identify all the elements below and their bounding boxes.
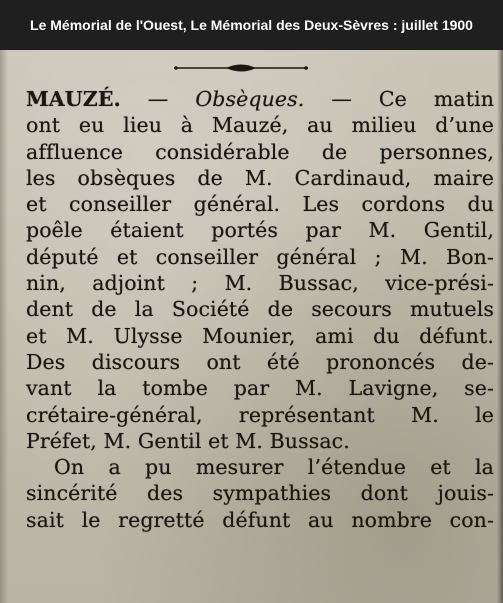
ornamental-separator <box>172 62 310 74</box>
scan-edge-right <box>497 50 503 603</box>
text-line: poêle étaient portés par M. Gentil, <box>26 218 494 243</box>
text-line: dent de la Société de secours mutuels <box>26 297 494 322</box>
article-text <box>26 86 494 533</box>
em-dash: — <box>331 87 352 111</box>
text-line: sait le regretté défunt au nombre con- <box>26 507 494 532</box>
article-first-line <box>26 86 494 112</box>
text-line: député et conseiller général ; M. Bon- <box>26 244 494 269</box>
text-line: ont eu lieu à Mauzé, au milieu d’une <box>26 113 494 138</box>
scan-edge-left <box>0 50 8 603</box>
text-line: Préfet, M. Gentil et M. Bussac. <box>26 428 350 453</box>
text-line: affluence considérable de personnes, <box>26 139 494 164</box>
text-line: crétaire-général, représentant M. le <box>26 402 494 427</box>
text-line: Des discours ont été prononcés de- <box>26 349 494 374</box>
em-dash: — <box>147 87 169 111</box>
text-line: et M. Ulysse Mounier, ami du défunt. <box>26 323 494 348</box>
dateline: MAUZÉ. <box>26 87 121 111</box>
text-line: les obsèques de M. Cardinaud, maire <box>26 165 494 190</box>
first-line-text: Ce matin <box>378 87 495 111</box>
article-heading: Obsèques. <box>195 87 305 111</box>
text-line: nin, adjoint ; M. Bussac, vice-prési- <box>26 271 494 296</box>
text-line: On a pu mesurer l’étendue et la <box>54 455 494 480</box>
text-line: et conseiller général. Les cordons du <box>26 192 494 217</box>
newspaper-clipping <box>0 50 503 603</box>
text-line: vant la tombe par M. Lavigne, se- <box>26 376 494 401</box>
text-line: sincérité des sympathies dont jouis- <box>26 481 494 506</box>
document-title: Le Mémorial de l'Ouest, Le Mémorial des Deux-Sèvres : juillet 1900 <box>0 0 503 50</box>
